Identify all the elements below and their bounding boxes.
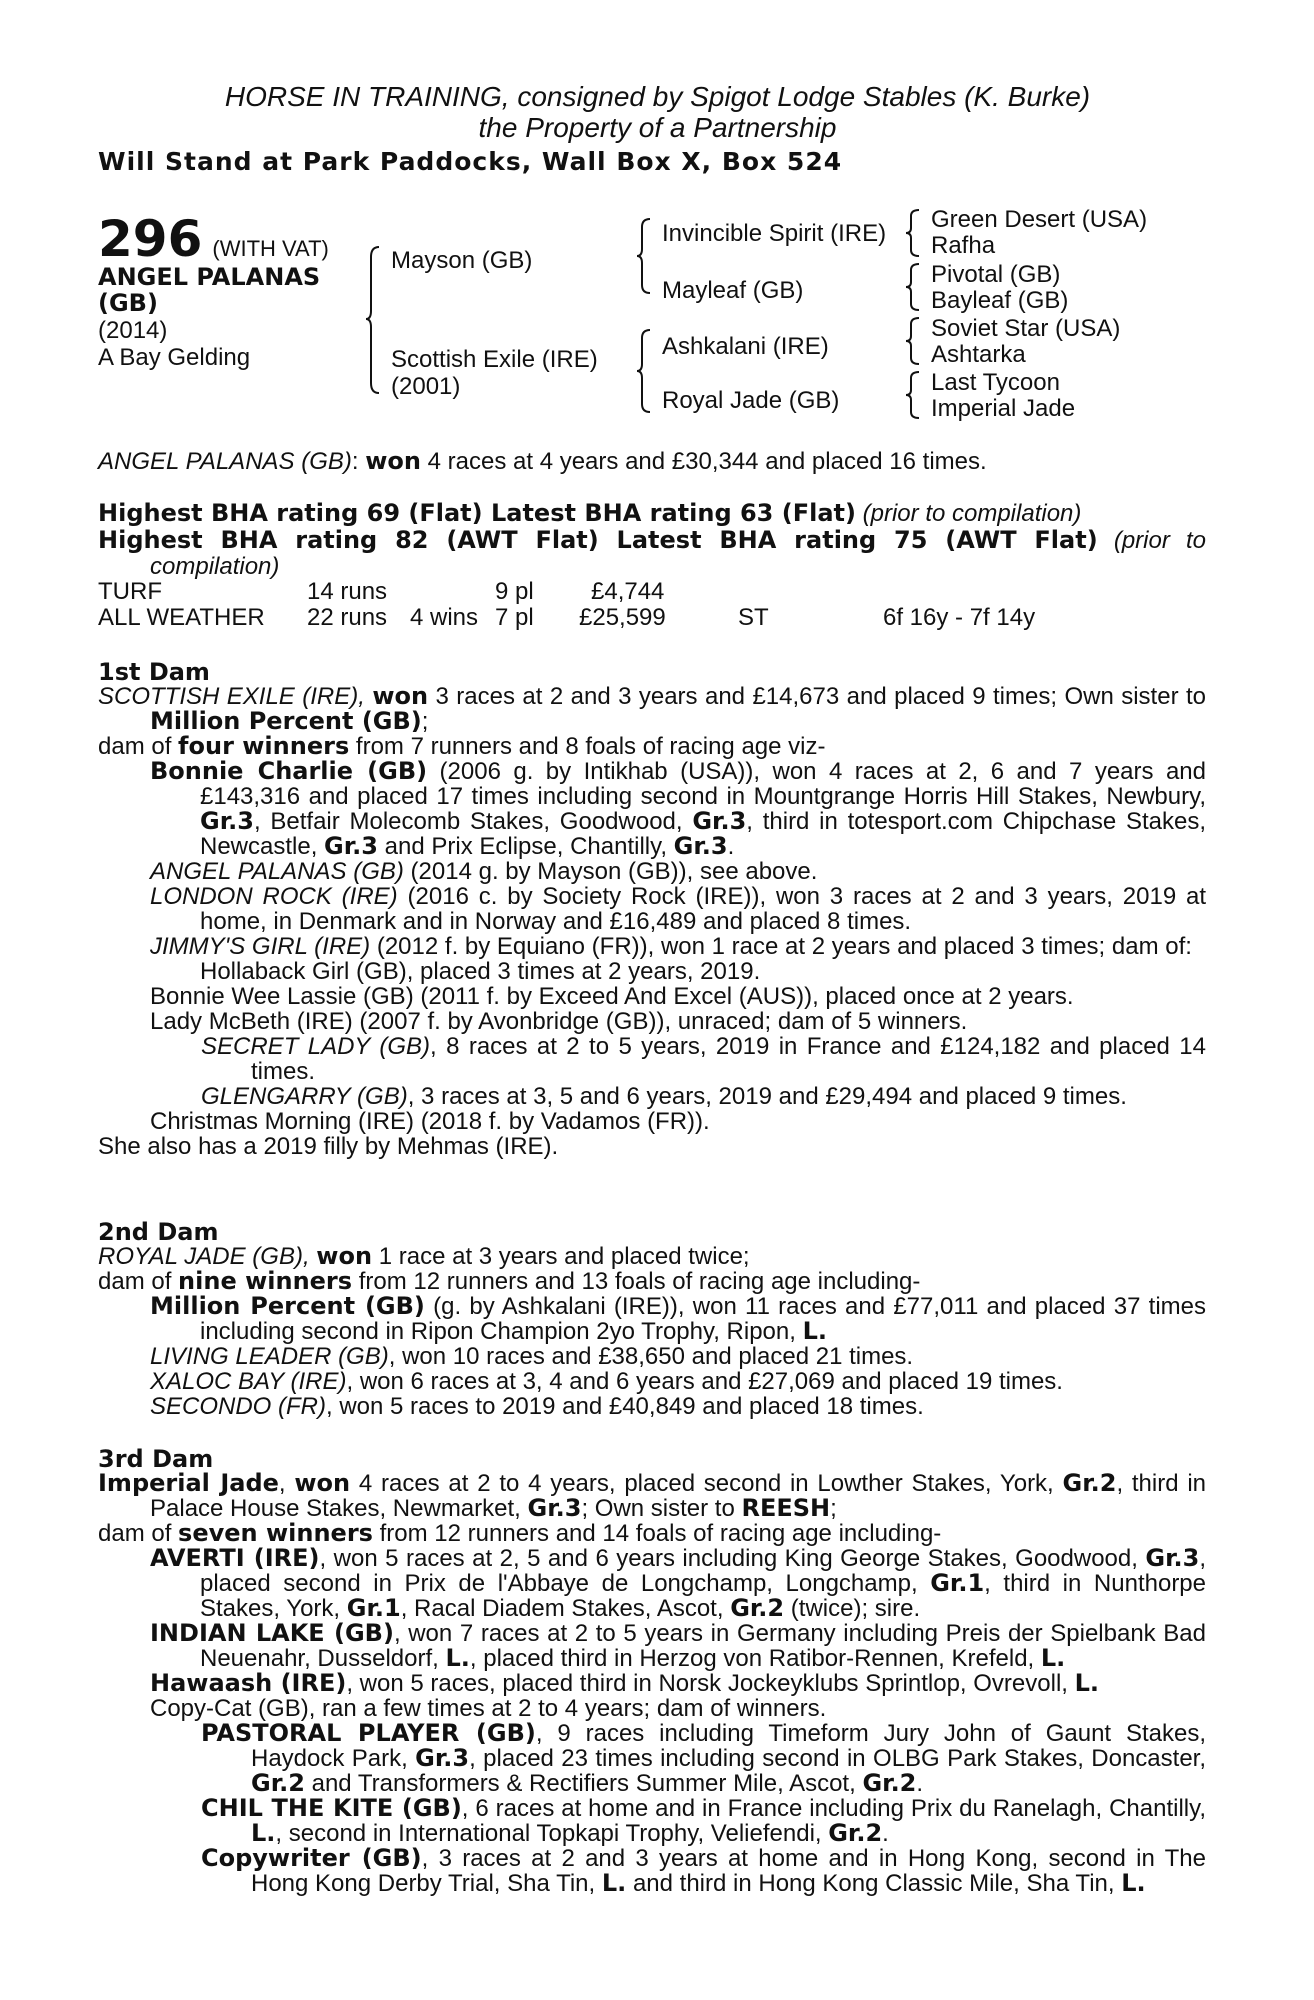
- ratings: Highest BHA rating 69 (Flat) Latest BHA rating 63 (Flat) (prior to compilation) Highest BHA rating 82 (AWT Flat) Latest BHA rating 75 (AWT Flat) (prior to compilation): [98, 499, 1206, 580]
- dam-sire: Ashkalani (IRE): [662, 333, 829, 360]
- race-summary: ANGEL PALANAS (GB): won 4 races at 4 years and £30,344 and placed 16 times.: [98, 447, 987, 475]
- sire: Mayson (GB): [391, 247, 533, 274]
- horse-description: A Bay Gelding: [98, 344, 251, 371]
- property-line: the Property of a Partnership: [478, 112, 837, 143]
- consignor-line: HORSE IN TRAINING, consigned by Spigot Lodge Stables (K. Burke): [224, 81, 1091, 112]
- grand-ancestor: Last Tycoon: [931, 369, 1060, 396]
- pedigree-brace-3: [636, 328, 656, 416]
- vat-note: (WITH VAT): [212, 236, 329, 261]
- pedigree-brace-5: [905, 262, 925, 312]
- pedigree-brace-7: [905, 370, 925, 420]
- grand-ancestor: Ashtarka: [931, 341, 1026, 368]
- stand-location: Will Stand at Park Paddocks, Wall Box X, Box 524: [98, 147, 843, 176]
- grand-ancestor: Soviet Star (USA): [931, 315, 1121, 342]
- third-dam-section: Imperial Jade, won 4 races at 2 to 4 years, placed second in Lowther Stakes, York, Gr.2, third in Palace House Stakes, Newmarket, Gr.3; Own sister to REESH; dam of seven winners from 12 runners and 14 foals of racing age including- AVERTI (IRE), won 5 races at 2, 5 and 6 years including King George Stakes, Goodwood, Gr.3, placed second in Prix de l'Abbaye de Longchamp, Longchamp, Gr.1, third in Nunthorpe Stakes, York, Gr.1, Racal Diadem Stakes, Ascot, Gr.2 (twice); sire. INDIAN LAKE (GB), won 7 races at 2 to 5 years in Germany including Preis der Spielbank Bad Neuenahr, Dusseldorf, L., placed third in Herzog von Ratibor-Rennen, Krefeld, L. Hawaash (IRE), won 5 races, placed third in Norsk Jockeyklubs Sprintlop, Ovrevoll, L. Copy-Cat (GB), ran a few times at 2 to 4 years; dam of winners. PASTORAL PLAYER (GB), 9 races including Timeform Jury John of Gaunt Stakes, Haydock Park, Gr.3, placed 23 times including second in OLBG Park Stakes, Doncaster, Gr.2 and Transformers & Rectifiers Summer Mile, Ascot, Gr.2. CHIL THE KITE (GB), 6 races at home and in France including Prix du Ranelagh, Chantilly, L., second in International Topkapi Trophy, Veliefendi, Gr.2. Copywriter (GB), 3 races at 2 and 3 years at home and in Hong Kong, second in The Hong Kong Derby Trial, Sha Tin, L. and third in Hong Kong Classic Mile, Sha Tin, L.: [98, 1469, 1207, 1897]
- horse-country: (GB): [98, 289, 158, 317]
- pedigree-brace-4: [905, 208, 925, 258]
- sire-sire: Invincible Spirit (IRE): [662, 220, 887, 247]
- sire-dam: Mayleaf (GB): [662, 277, 804, 304]
- dam-dam: Royal Jade (GB): [662, 387, 840, 414]
- foaling-year: (2014): [98, 317, 168, 344]
- third-dam-heading: 3rd Dam: [98, 1445, 214, 1473]
- pedigree-brace-6: [905, 316, 925, 366]
- dam: Scottish Exile (IRE): [391, 346, 598, 373]
- dam-year: (2001): [391, 373, 461, 400]
- second-dam-heading: 2nd Dam: [98, 1218, 219, 1246]
- pedigree-brace-2: [636, 217, 656, 297]
- pedigree-brace-1: [365, 245, 385, 395]
- grand-ancestor: Imperial Jade: [931, 395, 1076, 422]
- first-dam-section: SCOTTISH EXILE (IRE), won 3 races at 2 and 3 years and £14,673 and placed 9 times; Own sister to Million Percent (GB); dam of four winners from 7 runners and 8 foals of racing age viz- Bonnie Charlie (GB) (2006 g. by Intikhab (USA)), won 4 races at 2, 6 and 7 years and £143,316 and placed 17 times including second in Mountgrange Horris Hill Stakes, Newbury, Gr.3, Betfair Molecomb Stakes, Goodwood, Gr.3, third in totesport.com Chipchase Stakes, Newcastle, Gr.3 and Prix Eclipse, Chantilly, Gr.3. ANGEL PALANAS (GB) (2014 g. by Mayson (GB)), see above. LONDON ROCK (IRE) (2016 c. by Society Rock (IRE)), won 3 races at 2 and 3 years, 2019 at home, in Denmark and in Norway and £16,489 and placed 8 times. JIMMY'S GIRL (IRE) (2012 f. by Equiano (FR)), won 1 race at 2 years and placed 3 times; dam of: Hollaback Girl (GB), placed 3 times at 2 years, 2019. Bonnie Wee Lassie (GB) (2011 f. by Exceed And Excel (AUS)), placed once at 2 years. Lady McBeth (IRE) (2007 f. by Avonbridge (GB)), unraced; dam of 5 winners. SECRET LADY (GB), 8 races at 2 to 5 years, 2019 in France and £124,182 and placed 14 times. GLENGARRY (GB), 3 races at 3, 5 and 6 years, 2019 and £29,494 and placed 9 times. Christmas Morning (IRE) (2018 f. by Vadamos (FR)). She also has a 2019 filly by Mehmas (IRE).: [98, 682, 1207, 1160]
- all-weather-record: ALL WEATHER 22 runs 4 wins 7 pl £25,599 ST 6f 16y - 7f 14y: [98, 604, 1036, 631]
- grand-ancestor: Rafha: [931, 232, 996, 259]
- turf-record: TURF 14 runs 9 pl £4,744: [98, 578, 665, 605]
- grand-ancestor: Bayleaf (GB): [931, 287, 1069, 314]
- first-dam-heading: 1st Dam: [98, 658, 210, 686]
- lot-number: 296 (WITH VAT): [98, 210, 329, 268]
- second-dam-section: ROYAL JADE (GB), won 1 race at 3 years and placed twice; dam of nine winners from 12 runners and 13 foals of racing age including- Million Percent (GB) (g. by Ashkalani (IRE)), won 11 races and £77,011 and placed 37 times including second in Ripon Champion 2yo Trophy, Ripon, L. LIVING LEADER (GB), won 10 races and £38,650 and placed 21 times. XALOC BAY (IRE), won 6 races at 3, 4 and 6 years and £27,069 and placed 19 times. SECONDO (FR), won 5 races to 2019 and £40,849 and placed 18 times.: [98, 1242, 1206, 1420]
- grand-ancestor: Green Desert (USA): [931, 206, 1148, 233]
- grand-ancestor: Pivotal (GB): [931, 261, 1061, 288]
- horse-name: ANGEL PALANAS: [98, 263, 321, 291]
